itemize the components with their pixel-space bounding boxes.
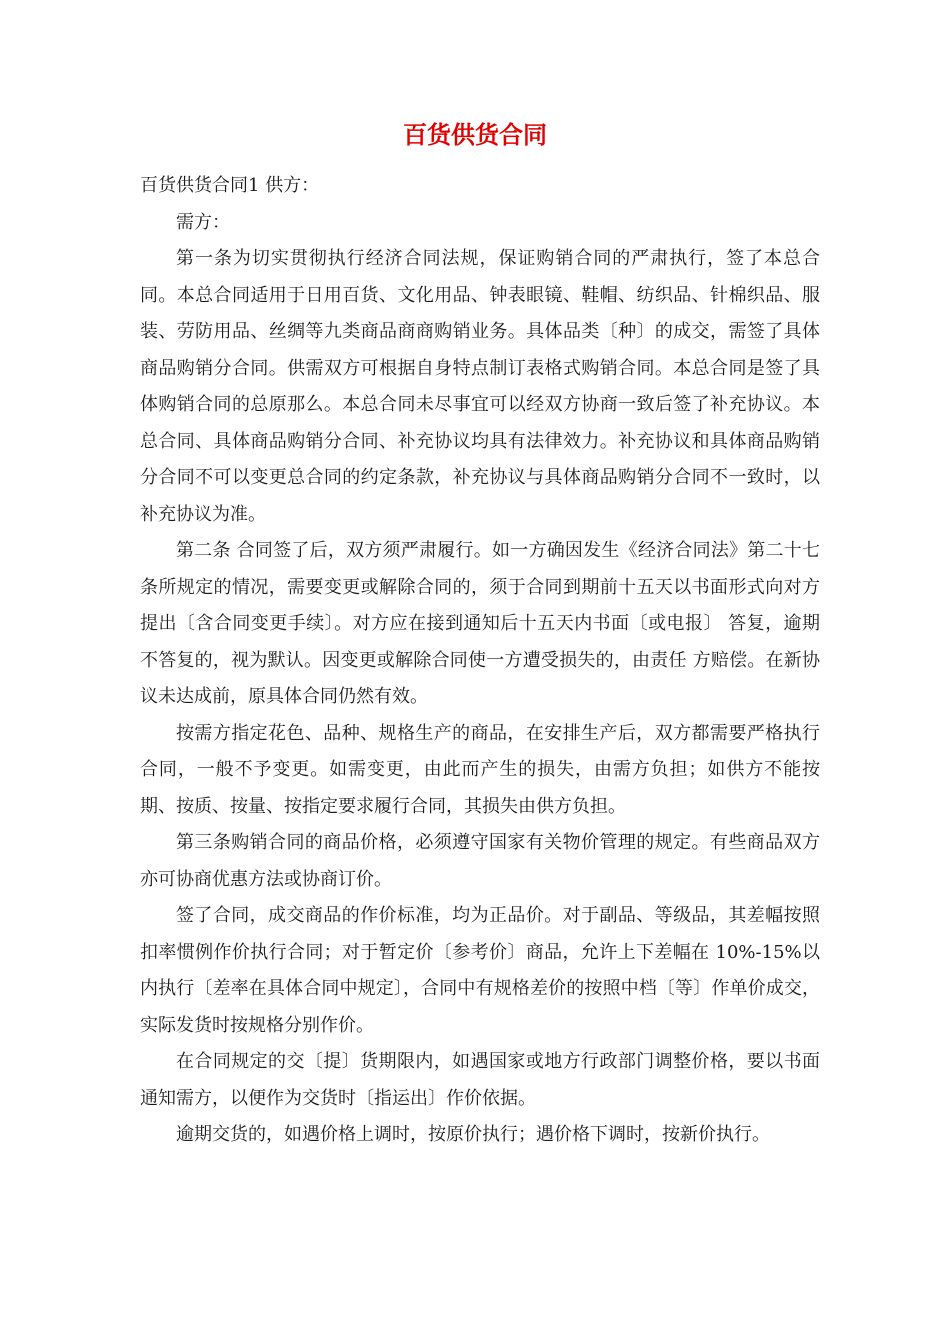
- paragraph-buyer: 需方：: [176, 211, 230, 233]
- paragraph-article-1: 第一条为切实贯彻执行经济合同法规，保证购销合同的严肃执行，签了本总合同。本总合同适用于日用百货、文化用品、钟表眼镜、鞋帽、纺织品、针棉织品、服装、劳防用品、丝绸等九类商品商商购销业务。具体品类〔种〕的成交，需签了具体商品购销分合同。供需双方可根据自身特点制订表格式购销合同。本总合同是签了具体购销合同的总原那么。本总合同未尽事宜可以经双方协商一致后签了补充协议。本总合同、具体商品购销分合同、补充协议均具有法律效力。补充协议和具体商品购销分合同不可以变更总合同的约定条款，补充协议与具体商品购销分合同不一致时，以补充协议为准。: [140, 248, 820, 525]
- document-title: 百货供货合同: [403, 120, 547, 149]
- paragraph-late-delivery: 逾期交货的，如遇价格上调时，按原价执行；遇价格下调时，按新价执行。: [176, 1124, 770, 1145]
- paragraph-contract-header: 百货供货合同1 供方：: [140, 175, 320, 196]
- paragraph-article-2: 第二条 合同签了后，双方须严肃履行。如一方确因发生《经济合同法》第二十七条所规定的情况，需要变更或解除合同的，须于合同到期前十五天以书面形式向对方提出〔含合同变更手续〕。对方应在接到通知后十五天内书面〔或电报〕 答复，逾期不答复的，视为默认。因变更或解除合同使一方遭受损失的，由责任 方赔偿。在新协议未达成前，原具体合同仍然有效。: [140, 540, 820, 707]
- paragraph-custom-goods: 按需方指定花色、品种、规格生产的商品，在安排生产后，双方都需要严格执行合同，一般不予变更。如需变更，由此而产生的损失，由需方负担；如供方不能按期、按质、按量、按指定要求履行合同，其损失由供方负担。: [140, 722, 820, 817]
- paragraph-price-adjustment: 在合同规定的交〔提〕货期限内，如遇国家或地方行政部门调整价格，要以书面通知需方，以便作为交货时〔指运出〕作价依据。: [140, 1051, 820, 1109]
- paragraph-pricing-standard: 签了合同，成交商品的作价标准，均为正品价。对于副品、等级品，其差幅按照扣率惯例作价执行合同；对于暂定价〔参考价〕商品，允许上下差幅在 10%-15%以内执行〔差率在具体合同中规定〕，合同中有规格差价的按照中档〔等〕作单价成交，实际发货时按规格分别作价。: [140, 905, 820, 1036]
- document-body: [140, 168, 820, 1154]
- paragraph-article-3: 第三条购销合同的商品价格，必须遵守国家有关物价管理的规定。有些商品双方亦可协商优惠方法或协商订价。: [140, 832, 820, 890]
